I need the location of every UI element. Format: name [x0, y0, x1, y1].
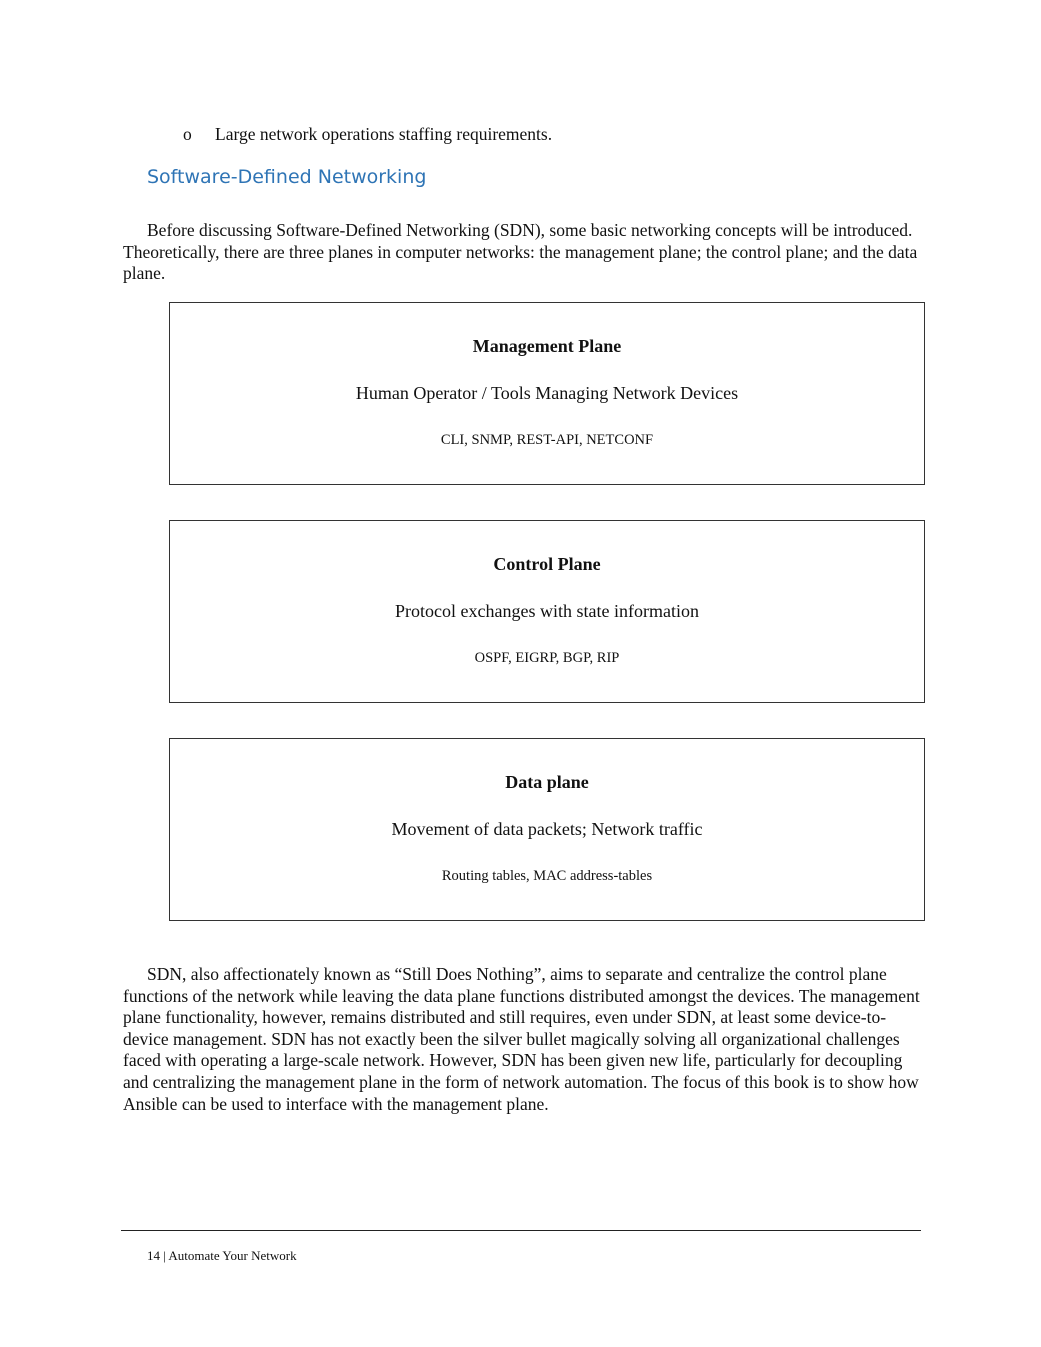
sdn-paragraph-text: SDN, also affectionately known as “Still Does Nothing”, aims to separate and centralize the control plane functions of the network while leaving the data plane functions distributed amongst the devices. The management plane functionality, however, remains distributed and still requires, even under SDN, at least some device-to-device management. SDN has not exactly been the silver bullet magically solving all organizational challenges faced with operating a large-scale network. However, SDN has been given new life, particularly for decoupling and centralizing the management plane in the form of network automation. The focus of this book is to show how Ansible can be used to interface with the management plane.: [123, 964, 920, 1114]
management-plane-examples: CLI, SNMP, REST-API, NETCONF: [440, 432, 654, 448]
footer-divider: [121, 1230, 921, 1231]
bullet-text: Large network operations staffing requirements.: [215, 124, 553, 144]
data-plane-box: [169, 738, 925, 921]
management-plane-description: Human Operator / Tools Managing Network Devices: [355, 383, 739, 403]
bullet-marker: o: [183, 124, 192, 144]
bullet-item: [183, 124, 552, 145]
data-plane-title: Data plane: [505, 772, 589, 792]
data-plane-description: Movement of data packets; Network traffic: [391, 819, 703, 839]
sdn-paragraph: [123, 964, 923, 1115]
control-plane-description: Protocol exchanges with state information: [395, 601, 699, 621]
section-heading: Software-Defined Networking: [147, 166, 427, 188]
management-plane-box: [169, 302, 925, 485]
intro-paragraph-text: Before discussing Software-Defined Networking (SDN), some basic networking concepts will be introduced. Theoretically, there are three planes in computer networks: the management plane; the control plane; and the data plane.: [123, 220, 918, 284]
control-plane-title: Control Plane: [493, 554, 601, 574]
page-footer: 14 | Automate Your Network: [147, 1248, 297, 1263]
control-plane-examples: OSPF, EIGRP, BGP, RIP: [474, 650, 620, 666]
management-plane-title: Management Plane: [472, 336, 622, 356]
control-plane-box: [169, 520, 925, 703]
data-plane-examples: Routing tables, MAC address-tables: [441, 868, 653, 884]
intro-paragraph: [123, 220, 923, 285]
